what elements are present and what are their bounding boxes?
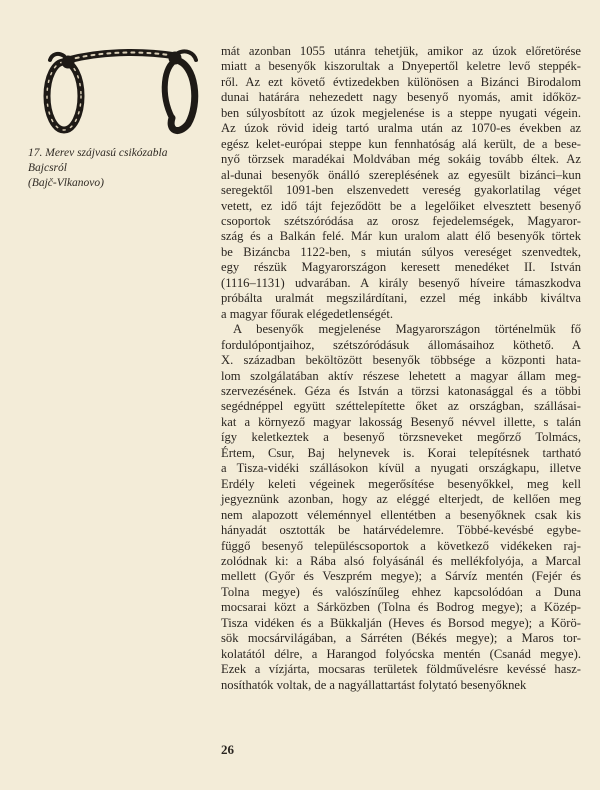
text-line: dunai határára nehezedett nagy besenyő nyomás, amit időköz-: [221, 90, 581, 105]
text-line: így keletkeztek a besenyő törzsneveket megőrző Tolmács,: [221, 430, 581, 445]
text-line: Ezek a vízjárta, mocsaras területek földművelésre kevéssé hasz-: [221, 662, 581, 677]
text-line: kolatától délre, a Harangod folyócska mentén (Csanád megye).: [221, 646, 581, 661]
text-line: szág és a Balkán felé. Már kun uralom alatt élő besenyők törtek: [221, 229, 581, 244]
body-text: [221, 44, 581, 693]
text-line: nyő törzsek maradékai Moldvában még sokáig tovább éltek. Az: [221, 152, 581, 167]
text-line: Erdély keleti végeinek megerősítése besenyőkkel, meg kell: [221, 476, 581, 491]
text-line: ben súlyosbított az úzok megjelenése is a steppe nyugati végein.: [221, 105, 581, 120]
text-line: próbálta uralmát megszilárdítani, ezzel még inkább kiváltva: [221, 291, 581, 306]
text-line: zolódnak ki: a Rába alsó folyásánál és mellékfolyója, a Marcal: [221, 553, 581, 568]
figure-horse-bit: [28, 34, 210, 139]
text-line: be Bizáncba 1122-ben, s miután súlyos vereséget szenvedtek,: [221, 244, 581, 259]
text-line: Értem, Csur, Baj helynevek is. Korai telepítésnek tartható: [221, 445, 581, 460]
text-line: nem alapozott véleménnyel ellentétben a besenyőknek csak kis: [221, 507, 581, 522]
horse-bit-icon: [28, 34, 210, 139]
text-line: kat a környező magyar lakosság Besenyő névvel illette, s talán: [221, 414, 581, 429]
text-line: egy részük Magyarországon keresett menedéket II. István: [221, 260, 581, 275]
text-line: mellett (Győr és Veszprém megye); a Sárvíz mentén (Fejér és: [221, 569, 581, 584]
caption-line: 17. Merev szájvasú csikózabla: [28, 147, 168, 159]
text-line: lom szolgálatában aktív részese lehetett a magyar állam meg-: [221, 368, 581, 383]
text-line: jegyeznünk azonban, hogy az eléggé elterjedt, de kellően meg: [221, 492, 581, 507]
text-line: mocsarai közt a Sárközben (Tolna és Bodrog megye); a Közép-: [221, 600, 581, 615]
figure-caption: [28, 146, 208, 191]
page-number: 26: [221, 742, 234, 757]
text-line: a Tisza-vidéki szállásokon kívül a nyugati országkapu, illetve: [221, 461, 581, 476]
text-line: segédnéppel együtt széttelepítette őket az országban, szállásai-: [221, 399, 581, 414]
text-line: mát azonban 1055 utánra tehetjük, amikor az úzok előretörése: [221, 44, 581, 58]
text-line: függő besenyő településcsoportok a következő vidékeken raj-: [221, 538, 581, 553]
text-line: (1116–1131) udvarában. A király besenyő híveire támaszkodva: [221, 275, 581, 290]
text-line: a magyar főurak elégedetlenségét.: [221, 306, 394, 321]
text-line: al-dunai besenyők önálló szereplésének az egyesült bizánci–kun: [221, 167, 581, 182]
text-line: ről. Az ezt követő évtizedekben különösen a Bizánci Birodalom: [221, 74, 581, 89]
text-line: sök mocsárvilágában, a Sárréten (Békés megye); a Maros tor-: [221, 631, 581, 646]
text-line: vetett, ez idő tájt fejeződött be a legelőiket elvesztett besenyő: [221, 198, 581, 213]
text-line: Az úzok rövid ideig tartó uralma után az 1070-es években az: [221, 121, 581, 136]
text-line: Tolna megye) és valószínűleg ehhez kapcsolódóan a Duna: [221, 584, 581, 599]
text-line: seregektől 1091-ben elszenvedett vereség gyakorlatilag véget: [221, 183, 581, 198]
text-line: X. században beköltözött besenyők többsége a központi hata-: [221, 353, 581, 368]
text-line: egész kelet-európai steppe kun fennhatóság alá került, de a bese-: [221, 136, 581, 151]
text-line: Tisza vidéken és a Bükkalján (Heves és Borsod megye); a Körö-: [221, 615, 581, 630]
text-line: hányadát osztották be határvédelemre. Többé-kevésbé egybe-: [221, 523, 581, 538]
caption-line: Bajcsról: [28, 162, 67, 174]
caption-line: (Bajč-Vlkanovo): [28, 177, 104, 189]
text-line: nosíthatók voltak, de a nagyállattartást folytató besenyőknek: [221, 677, 527, 692]
text-line: szervezésének. Géza és István a törzsi katonasággal és a többi: [221, 383, 581, 398]
text-line: miatt a besenyők kiszorultak a Dnyepertől keletre levő steppék-: [221, 59, 581, 74]
text-line: A besenyők megjelenése Magyarországon történelmük fő: [233, 322, 581, 337]
text-line: csoportok szétszóródása az orosz fejedelemségek, Magyaror-: [221, 213, 581, 228]
text-line: fordulópontjaihoz, szétszóródásuk állomásaihoz köthető. A: [221, 337, 581, 352]
